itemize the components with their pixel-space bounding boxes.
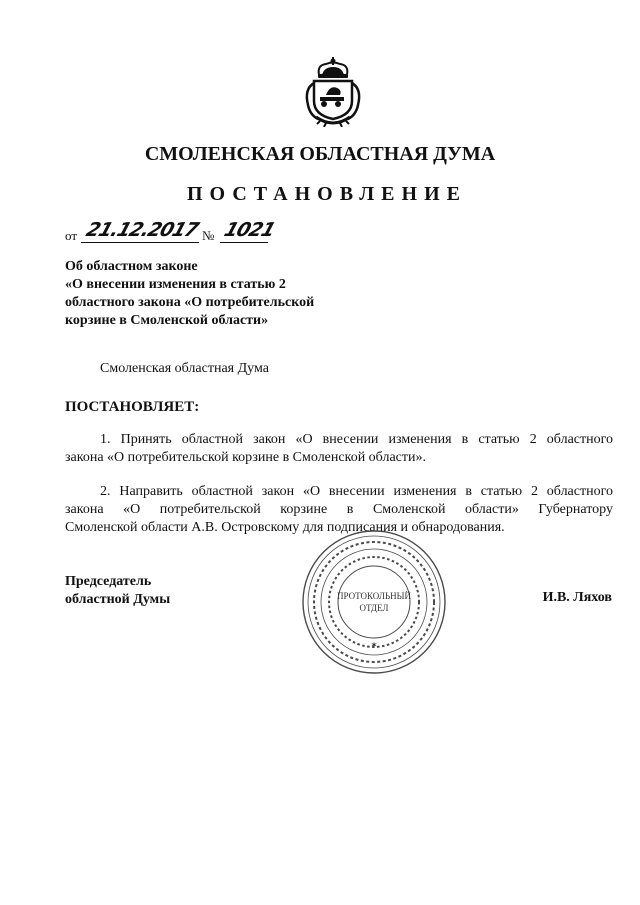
svg-text:✶: ✶	[370, 641, 378, 651]
document-title	[65, 258, 314, 330]
title-line: Об областном законе	[65, 259, 198, 274]
coat-of-arms-emblem	[302, 55, 364, 127]
resolves-heading: ПОСТАНОВЛЯЕТ:	[65, 399, 200, 415]
paragraph-line: закона «О потребительской корзине в Смоленской области» Губернатору	[65, 502, 613, 517]
intro-text: Смоленская областная Дума	[100, 361, 269, 376]
paragraph-line: закона «О потребительской корзине в Смоленской области».	[65, 450, 426, 465]
date-number-line	[65, 219, 325, 249]
title-line: областного закона «О потребительской	[65, 295, 315, 310]
date-handwritten: 21.12.2017	[83, 219, 201, 241]
signatory-role-line: областной Думы	[65, 592, 171, 607]
document-type: ПОСТАНОВЛЕНИЕ	[187, 183, 467, 205]
date-underline	[81, 242, 199, 243]
official-seal-stamp	[300, 528, 448, 676]
signatory-name: И.В. Ляхов	[542, 590, 612, 605]
paragraph-line: 2. Направить областной закон «О внесении изменения в статью 2 областного	[100, 484, 613, 499]
signatory-role-line: Председатель	[65, 574, 152, 589]
signatory-role	[65, 573, 170, 609]
organization-name: СМОЛЕНСКАЯ ОБЛАСТНАЯ ДУМА	[144, 143, 496, 165]
seal-center-line-2: ОТДЕЛ	[359, 603, 389, 613]
number-handwritten: 1021	[221, 219, 278, 241]
title-line: корзине в Смоленской области»	[65, 313, 269, 328]
paragraph-line: 1. Принять областной закон «О внесении изменения в статью 2 областного	[100, 432, 613, 447]
number-label: №	[202, 228, 215, 243]
paragraph-line: Смоленской области А.В. Островскому для подписания и обнародования.	[65, 520, 505, 535]
title-line: «О внесении изменения в статью 2	[65, 277, 286, 292]
date-from-label: от	[65, 228, 78, 243]
seal-center-line-1: ПРОТОКОЛЬНЫЙ	[337, 591, 411, 601]
paragraph-1	[65, 431, 613, 467]
number-underline	[220, 242, 268, 243]
